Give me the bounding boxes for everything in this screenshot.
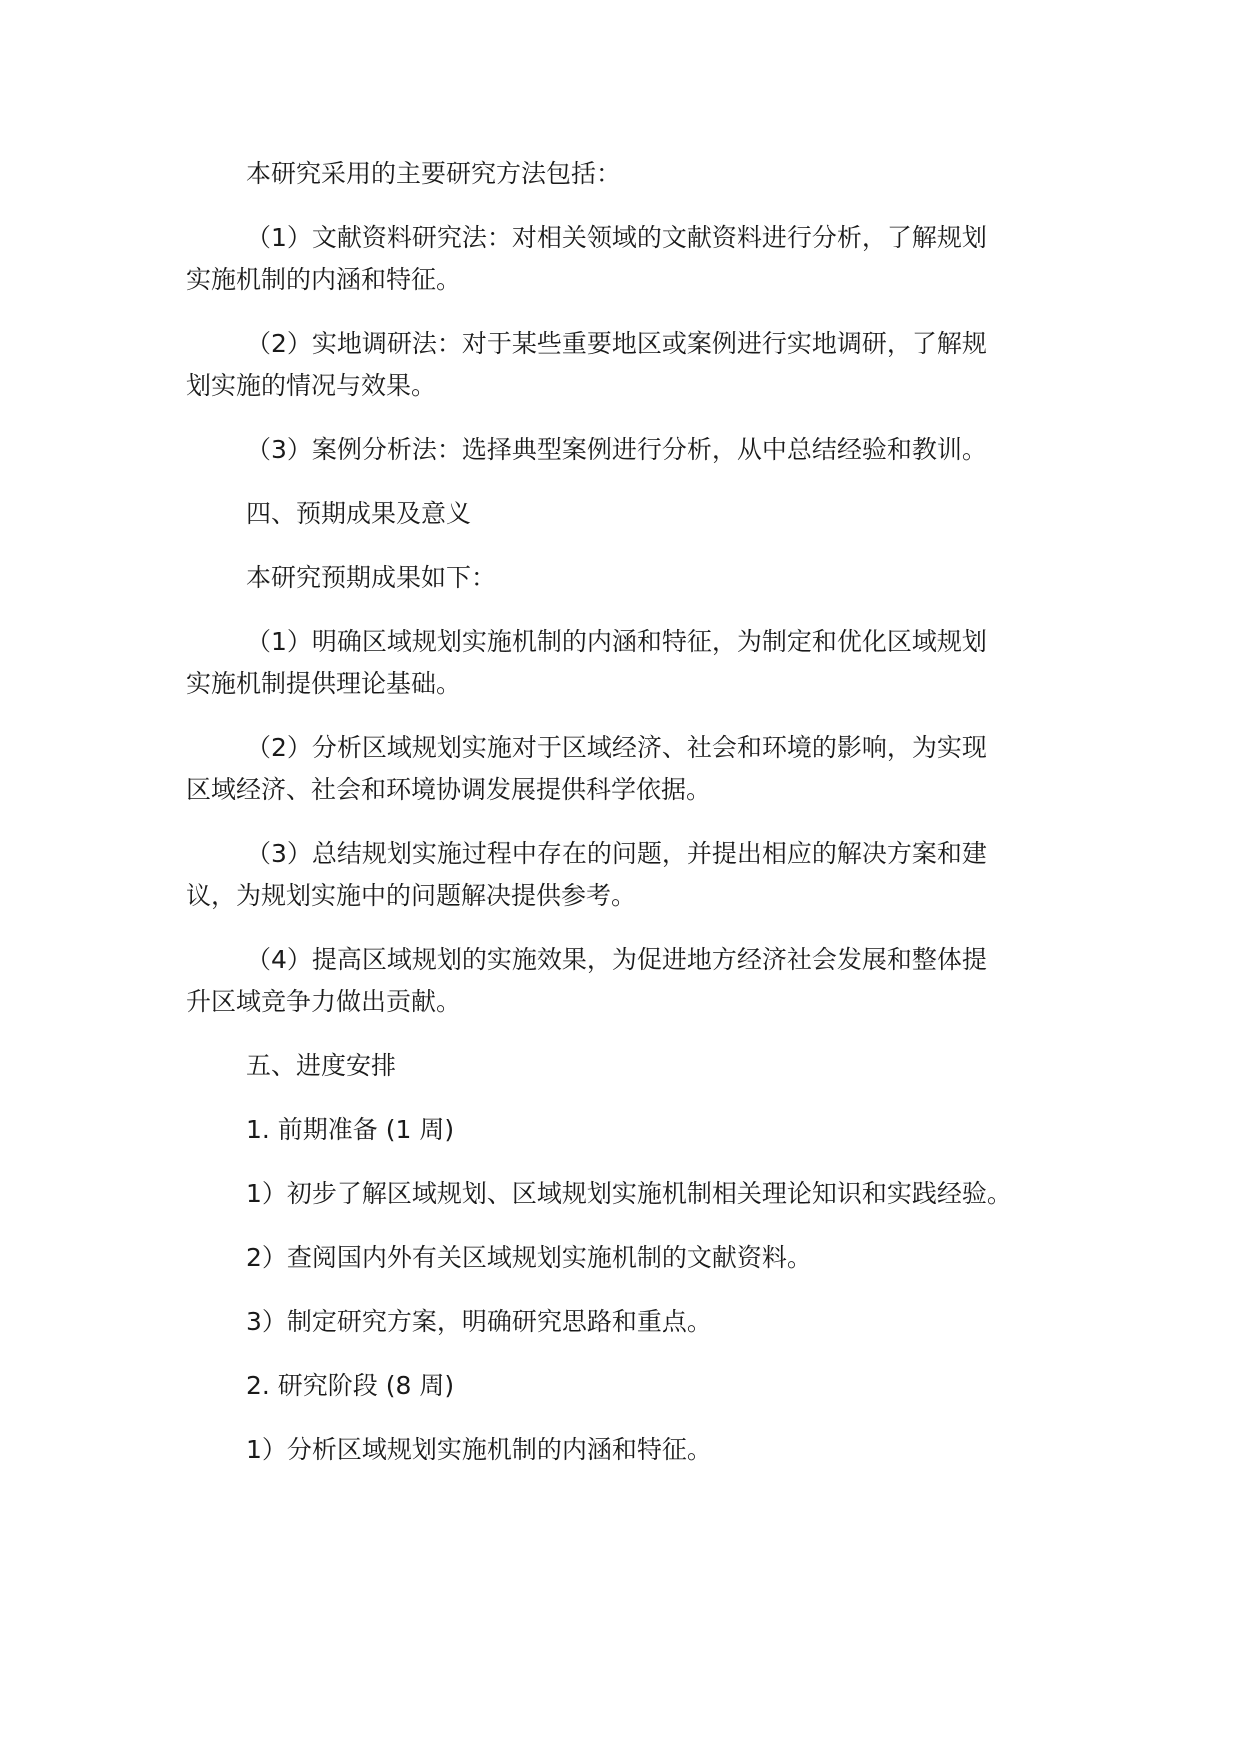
paragraph-method-3: （3）案例分析法：选择典型案例进行分析，从中总结经验和教训。 [246,435,987,464]
paragraph-line: （1）明确区域规划实施机制的内涵和特征，为制定和优化区域规划 [246,627,987,656]
document-body [186,153,1066,1493]
paragraph-line: （2）实地调研法：对于某些重要地区或案例进行实地调研，了解规 [246,329,987,358]
paragraph-method-2 [186,323,1066,407]
paragraph-line: （2）分析区域规划实施对于区域经济、社会和环境的影响，为实现 [246,733,987,762]
paragraph-line: （3）总结规划实施过程中存在的问题，并提出相应的解决方案和建 [246,839,987,868]
schedule-item: 1）分析区域规划实施机制的内涵和特征。 [246,1435,712,1464]
paragraph-line: （4）提高区域规划的实施效果，为促进地方经济社会发展和整体提 [246,945,987,974]
paragraph-line: （1）文献资料研究法：对相关领域的文献资料进行分析，了解规划 [246,223,987,252]
schedule-item: 3）制定研究方案，明确研究思路和重点。 [246,1307,712,1336]
paragraph-result-1 [186,621,1066,705]
paragraph-line: 划实施的情况与效果。 [186,371,437,400]
paragraph-results-intro: 本研究预期成果如下： [246,563,497,592]
schedule-phase-1: 1. 前期准备 (1 周) [246,1115,455,1144]
paragraph-line: 实施机制的内涵和特征。 [186,265,462,294]
schedule-item: 2）查阅国内外有关区域规划实施机制的文献资料。 [246,1243,812,1272]
paragraph-method-1 [186,217,1066,301]
paragraph-result-2 [186,727,1066,811]
paragraph-line: 实施机制提供理论基础。 [186,669,462,698]
section-heading-schedule: 五、进度安排 [246,1051,397,1080]
paragraph-line: 升区域竞争力做出贡献。 [186,987,462,1016]
paragraph-result-4 [186,939,1066,1023]
paragraph-line: 议，为规划实施中的问题解决提供参考。 [186,881,637,910]
schedule-item: 1）初步了解区域规划、区域规划实施机制相关理论知识和实践经验。 [246,1179,1012,1208]
paragraph-methods-intro: 本研究采用的主要研究方法包括： [246,159,622,188]
paragraph-line: 区域经济、社会和环境协调发展提供科学依据。 [186,775,712,804]
paragraph-result-3 [186,833,1066,917]
section-heading-expected-results: 四、预期成果及意义 [246,499,472,528]
schedule-phase-2: 2. 研究阶段 (8 周) [246,1371,455,1400]
